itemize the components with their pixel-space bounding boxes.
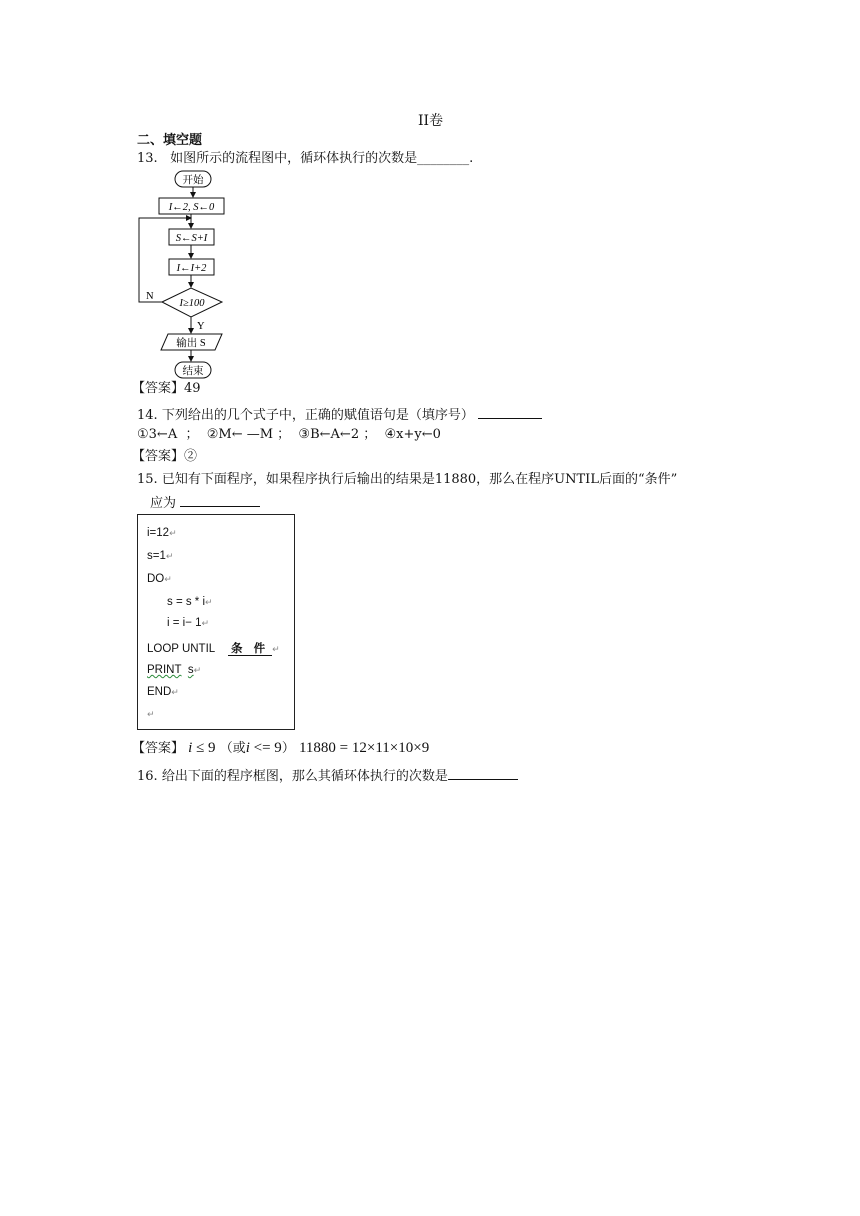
q15-blank xyxy=(180,494,260,507)
q15-answer-main-var: i xyxy=(188,740,193,756)
code-line-7-var: s xyxy=(187,664,194,676)
code-line-4-text: s = s * i xyxy=(167,596,206,608)
return-mark-icon: ↵ xyxy=(205,597,213,607)
q15-answer xyxy=(132,740,429,757)
code-line-4 xyxy=(167,596,213,608)
q14-options: ①3←A ； ②M← —M ； ③B←A←2 ； ④x+y←0 xyxy=(137,427,441,442)
q13-answer xyxy=(132,381,201,397)
q15-answer-alt-close: ） xyxy=(281,741,295,756)
flow-yes-label: Y xyxy=(197,321,205,332)
code-line-3 xyxy=(147,573,172,585)
q13-period: . xyxy=(469,151,474,166)
code-line-7 xyxy=(147,664,201,676)
q15-question-cont: 应为 xyxy=(150,496,177,511)
q16-number: 16. xyxy=(137,769,158,784)
code-line-7-keyword: PRINT xyxy=(147,664,182,676)
q15-text-cont xyxy=(150,494,260,512)
q16-text xyxy=(137,767,518,785)
q15-number: 15. xyxy=(137,472,158,487)
return-mark-icon: ↵ xyxy=(169,528,177,538)
q14-text xyxy=(137,406,542,424)
q16-question: 给出下面的程序框图，那么其循环体执行的次数是 xyxy=(161,769,448,784)
code-line-8-text: END xyxy=(147,686,172,698)
q16-blank xyxy=(448,767,518,780)
flow-end-text: 结束 xyxy=(182,366,204,377)
q13-answer-value: 49 xyxy=(184,381,201,396)
q15-answer-alt-var: i xyxy=(245,740,250,756)
return-mark-icon: ↵ xyxy=(165,551,174,561)
q15-answer-main xyxy=(188,740,215,756)
return-mark-icon: ↵ xyxy=(193,665,202,675)
q13-blank: ________ xyxy=(417,151,470,166)
q14-question: 下列给出的几个式子中，正确的赋值语句是（填序号） xyxy=(161,408,474,423)
q15-code-box xyxy=(137,514,295,730)
q14-blank xyxy=(478,406,542,419)
q13-text xyxy=(137,151,473,167)
return-mark-icon: ↵ xyxy=(171,687,179,697)
q14-answer-label: 【答案】 xyxy=(132,449,185,464)
code-line-5-text: i = i− 1 xyxy=(167,617,202,629)
flow-step1-text: S←S+I xyxy=(175,233,208,244)
code-line-1-text: i=12 xyxy=(147,527,170,539)
code-line-5 xyxy=(167,617,209,629)
code-line-9 xyxy=(147,708,155,720)
section-heading: 二、填空题 xyxy=(137,133,203,148)
code-line-6-text: LOOP UNTIL xyxy=(147,643,216,655)
flow-init-text: I←2, S←0 xyxy=(168,202,215,213)
section-title: II卷 xyxy=(418,113,444,129)
flow-step2-text: I←I+2 xyxy=(176,263,207,274)
q15-text xyxy=(137,472,677,488)
code-line-8 xyxy=(147,686,179,698)
q15-answer-main-rest: ≤ 9 xyxy=(192,740,216,756)
q13-flowchart xyxy=(130,168,250,380)
code-line-3-text: DO xyxy=(147,573,165,585)
q15-answer-calc: 11880 = 12×11×10×9 xyxy=(298,740,430,756)
q15-answer-label: 【答案】 xyxy=(132,741,185,756)
code-line-1 xyxy=(147,527,177,539)
q15-answer-alt-open: （或 xyxy=(219,741,246,756)
q15-question: 已知有下面程序，如果程序执行后输出的结果是11880，那么在程序UNTIL后面的“条件” xyxy=(161,472,678,487)
code-line-2-text: s=1 xyxy=(147,550,166,562)
flow-decision-text: I≥100 xyxy=(179,298,205,309)
q15-answer-alt xyxy=(246,740,282,756)
q13-number: 13. xyxy=(137,151,158,166)
q13-question: 如图所示的流程图中，循环体执行的次数是 xyxy=(170,151,418,166)
q14-number: 14. xyxy=(137,408,158,423)
until-condition-placeholder: 条 件 xyxy=(228,643,272,656)
return-mark-icon: ↵ xyxy=(201,618,210,628)
flow-no-label: N xyxy=(146,291,154,302)
code-line-2 xyxy=(147,550,173,562)
code-line-6 xyxy=(147,640,280,656)
q14-answer xyxy=(132,449,197,465)
q14-answer-value: ② xyxy=(184,449,198,464)
flow-start-text: 开始 xyxy=(182,175,204,186)
q13-answer-label: 【答案】 xyxy=(132,381,185,396)
q15-answer-alt-rest: <= 9 xyxy=(249,740,282,756)
return-mark-icon: ↵ xyxy=(147,709,155,719)
return-mark-icon: ↵ xyxy=(164,574,172,584)
flow-output-text: 输出 S xyxy=(176,338,206,349)
return-mark-icon: ↵ xyxy=(272,644,280,654)
